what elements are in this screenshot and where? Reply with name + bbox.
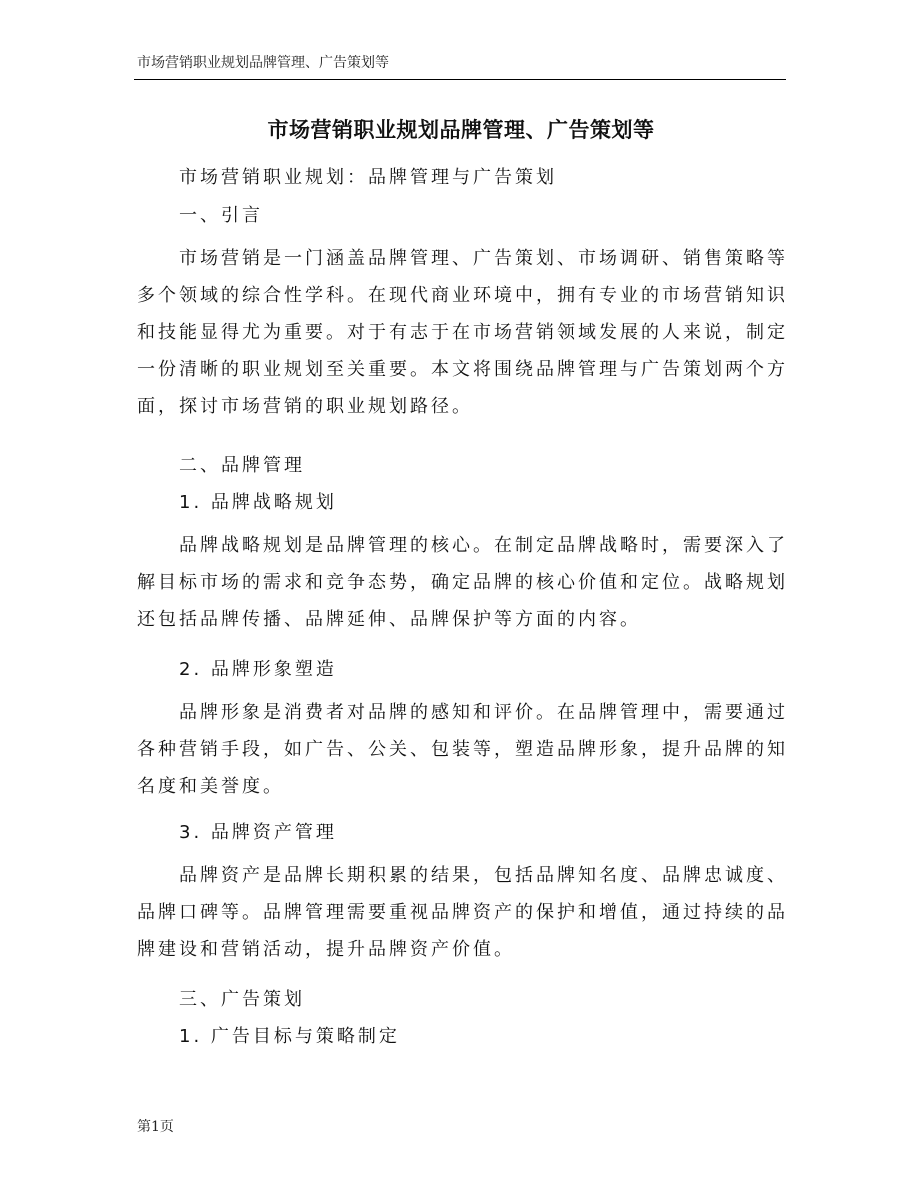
section-heading-intro: 一、引言 <box>179 205 263 226</box>
subsection-heading: 3. 品牌资产管理 <box>179 822 337 843</box>
section-heading-advertising: 三、广告策划 <box>179 989 305 1010</box>
paragraph-line: 品牌资产是品牌长期积累的结果，包括品牌知名度、品牌忠诚度、 <box>179 865 788 886</box>
section-heading-brand: 二、品牌管理 <box>179 455 305 476</box>
page-header: 市场营销职业规划品牌管理、广告策划等 <box>137 55 389 71</box>
paragraph-line: 品牌形象是消费者对品牌的感知和评价。在品牌管理中，需要通过 <box>179 702 788 723</box>
paragraph-line: 市场营销是一门涵盖品牌管理、广告策划、市场调研、销售策略等 <box>179 248 788 269</box>
paragraph-line: 各种营销手段，如广告、公关、包装等，塑造品牌形象，提升品牌的知 <box>137 739 788 760</box>
paragraph-line: 和技能显得尤为重要。对于有志于在市场营销领域发展的人来说，制定 <box>137 322 788 343</box>
paragraph-line: 多个领域的综合性学科。在现代商业环境中，拥有专业的市场营销知识 <box>137 285 788 306</box>
paragraph-line: 名度和美誉度。 <box>137 776 284 797</box>
paragraph-line: 牌建设和营销活动，提升品牌资产价值。 <box>137 939 515 960</box>
paragraph-line: 面，探讨市场营销的职业规划路径。 <box>137 396 473 417</box>
subsection-heading: 2. 品牌形象塑造 <box>179 659 337 680</box>
document-title: 市场营销职业规划品牌管理、广告策划等 <box>267 118 655 142</box>
subtitle: 市场营销职业规划：品牌管理与广告策划 <box>179 167 557 188</box>
paragraph-line: 一份清晰的职业规划至关重要。本文将围绕品牌管理与广告策划两个方 <box>137 359 788 380</box>
subsection-heading: 1. 广告目标与策略制定 <box>179 1026 400 1047</box>
page-number: 第1页 <box>137 1119 174 1135</box>
paragraph-line: 解目标市场的需求和竞争态势，确定品牌的核心价值和定位。战略规划 <box>137 572 788 593</box>
paragraph-line: 品牌口碑等。品牌管理需要重视品牌资产的保护和增值，通过持续的品 <box>137 902 788 923</box>
header-divider <box>134 79 786 80</box>
subsection-heading: 1. 品牌战略规划 <box>179 492 337 513</box>
paragraph-line: 品牌战略规划是品牌管理的核心。在制定品牌战略时，需要深入了 <box>179 535 788 556</box>
paragraph-line: 还包括品牌传播、品牌延伸、品牌保护等方面的内容。 <box>137 609 641 630</box>
